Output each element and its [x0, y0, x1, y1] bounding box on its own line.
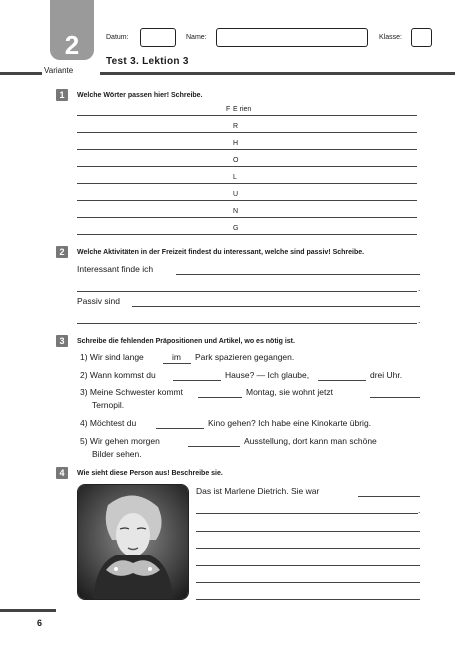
task-instruction: Welche Wörter passen hier! Schreibe.	[77, 92, 203, 99]
klasse-field[interactable]	[411, 28, 432, 47]
prompt-text: Das ist Marlene Dietrich. Sie war	[196, 486, 320, 496]
portrait-photo	[77, 484, 189, 600]
footer-rule	[0, 609, 56, 612]
sentence-part: Montag, sie wohnt jetzt	[246, 387, 333, 397]
sentence-part: Bilder sehen.	[92, 449, 142, 459]
answer-line[interactable]	[318, 380, 366, 381]
answer-line[interactable]	[77, 200, 417, 201]
task-number: 3	[56, 335, 68, 347]
sentence-part: 3) Meine Schwester kommt	[80, 387, 183, 397]
first-letter: F	[226, 106, 231, 113]
crossword-letter: O	[233, 157, 239, 164]
answer-line[interactable]	[77, 323, 417, 324]
answer-line[interactable]	[77, 115, 417, 116]
sentence-part: 1) Wir sind lange	[80, 352, 144, 362]
task-instruction: Welche Aktivitäten in der Freizeit findest du interessant, welche sind passiv! Schreibe.	[77, 249, 365, 256]
period: .	[418, 505, 421, 515]
sentence-part: drei Uhr.	[370, 370, 403, 380]
crossword-letter: U	[233, 191, 239, 198]
answer-line[interactable]	[77, 291, 417, 292]
answer-line[interactable]	[196, 531, 420, 532]
task-instruction: Schreibe die fehlenden Präpositionen und Artikel, wo es nötig ist.	[77, 338, 295, 345]
page-number: 6	[37, 618, 43, 628]
answer-line[interactable]	[77, 149, 417, 150]
datum-field[interactable]	[140, 28, 176, 47]
datum-label: Datum:	[106, 34, 129, 41]
name-label: Name:	[186, 34, 207, 41]
sentence-part: Hause? — Ich glaube,	[225, 370, 310, 380]
page-title: Test 3. Lektion 3	[106, 56, 189, 67]
answer-line[interactable]	[196, 599, 420, 600]
answer-line[interactable]	[77, 234, 417, 235]
answer-line[interactable]	[196, 582, 420, 583]
variant-label: Variante	[44, 66, 74, 75]
answer-line[interactable]	[196, 548, 420, 549]
prompt-text: Interessant finde ich	[77, 264, 154, 274]
left-rule	[0, 72, 42, 75]
period: .	[418, 283, 421, 293]
task-number: 2	[56, 246, 68, 258]
answer-line[interactable]	[176, 274, 420, 275]
sentence-part: 2) Wann kommst du	[80, 370, 156, 380]
task-number: 4	[56, 467, 68, 479]
answer-line[interactable]	[173, 380, 221, 381]
crossword-letter: G	[233, 225, 239, 232]
answer-line[interactable]	[77, 217, 417, 218]
answer-line[interactable]	[132, 306, 420, 307]
answer-line[interactable]	[196, 513, 418, 514]
answer-line[interactable]	[198, 397, 242, 398]
answer-line[interactable]	[77, 132, 417, 133]
answer-line[interactable]	[196, 565, 420, 566]
sentence-part: Kino gehen? Ich habe eine Kinokarte übrig.	[208, 418, 372, 428]
sentence-part: 4) Möchtest du	[80, 418, 137, 428]
answer-line[interactable]	[163, 363, 191, 364]
first-word-rest: E rien	[233, 106, 252, 113]
answer-line[interactable]	[77, 183, 417, 184]
crossword-letter: N	[233, 208, 239, 215]
filled-answer: im	[172, 352, 181, 362]
task-number: 1	[56, 89, 68, 101]
task-instruction: Wie sieht diese Person aus! Beschreibe sie.	[77, 470, 223, 477]
sentence-part: Park spazieren gegangen.	[195, 352, 295, 362]
header-rule	[100, 72, 455, 75]
variant-number: 2	[64, 30, 80, 60]
sentence-part: Ternopil.	[92, 400, 125, 410]
sentence-part: Ausstellung, dort kann man schöne	[244, 436, 377, 446]
crossword-letter: L	[233, 174, 237, 181]
klasse-label: Klasse:	[379, 34, 402, 41]
period: .	[418, 315, 421, 325]
prompt-text: Passiv sind	[77, 296, 120, 306]
answer-line[interactable]	[358, 496, 420, 497]
name-field[interactable]	[216, 28, 368, 47]
sentence-part: 5) Wir gehen morgen	[80, 436, 160, 446]
answer-line[interactable]	[370, 397, 420, 398]
crossword-letter: H	[233, 140, 239, 147]
answer-line[interactable]	[77, 166, 417, 167]
crossword-letter: R	[233, 123, 239, 130]
answer-line[interactable]	[156, 428, 204, 429]
answer-line[interactable]	[188, 446, 240, 447]
